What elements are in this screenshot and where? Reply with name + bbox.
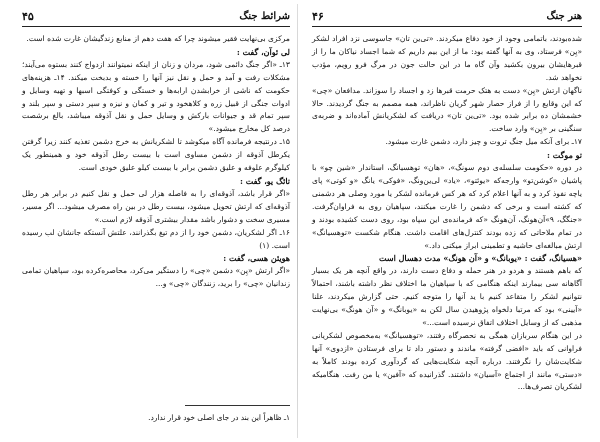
- speaker-heading: لی ئوآن، گفت :: [236, 46, 290, 57]
- paragraph: در این هنگام سربازان همگی به نحصرگاه رفتند، «توهسیانگ» به‌مخصوص لشکریانی فراوانی که باید «افضی گرفته» ماندند و دستور داد تا برای فرستادن «ازدوی» آنها شکایت‌شان را نگرفتند. درباره آنچه شکایت‌هایی که گردآوری کرده بودند کاملاً به «دستی» مانند از اجتماع «آسیان» داشتند. گذرانیده که «آفین» یا من رفت. هنگامیکه لشکریان تصرف‌ها...: [312, 330, 582, 392]
- paragraph: ۱۷ـ برای آنکه میل جنگ تروت و چیز دارد، دشمن غارت میشود.: [385, 137, 582, 147]
- left-page-body: [22, 33, 290, 291]
- right-page-body: [312, 33, 582, 394]
- left-running-head: شرائط جنگ: [239, 11, 290, 22]
- right-page-number: ۴۶: [312, 10, 324, 23]
- footnote-rule: [185, 405, 290, 406]
- paragraph: «اگر قرار باشد، آذوقه‌ای را به فاصله هزار لی حمل و نقل کنیم در برابر هر رطل آذوقه‌ای که ارتش تحویل میشود، بیست رطل در بین راه مصرف میشود... اگر مسیر، مسیری سخت و دشوار باشد مقدار بیشتری آذوقه لازم است.»: [22, 188, 290, 224]
- paragraph: ۱۶ـ اگر لشکریان، دشمن خود را از دم تیغ بگذرانند، علتش آنستکه جانشان لب رسیده است. (۱): [22, 227, 290, 250]
- paragraph: مرکزی بی‌نهایت فقیر میشوند چرا که هفت دهم از منابع زندگیشان غارت شده است.: [26, 34, 290, 43]
- book-gutter: [297, 4, 298, 438]
- paragraph: که باهم هستند و هردو در هنر حمله و دفاع دست دارند، در واقع آنچه هر یک بسیار آگاهانه سی بیمارند اینکه هنگامی که با سپاهیان ما اختلاف نظر داشته باشند، احتمالاً نتوانیم لشکر را متقاعد کنیم با ید آنها را متوجه کنیم. حتی گزارش میکردند، علنا «آیینی» بود که مرتبا دلخواه پژوهیدن سال لکن به «یوبانگ» و «آن هونگ» بی‌نهایت مذهبی که از وسایل اختلاف اتفاق نرسیده است...»: [312, 266, 582, 327]
- paragraph: در دوره «حکومت سلسله‌ی دوم سونگ»، «هان» توهسیانگ، استاندار «شین‌ چو» با پاشیان «کوشن‌تو» وارجه‌که «یوئتو»، «یاد» لی‌ین‌ونگ، «فوکی» یانگ‌ «و کوتی» پای یاچه نفوذ کرد و به آنها اعلام کرد که هر کس فرمانده لشکر یا مورد وصلی هر دشمنی که کشته است و برخی که دشمن را غارت میکنند، سپاهیان روی به فراوان‌گرفت. «جنگگ، ۹»آن‌هونگ، آن‌هونگ «که فرمانده‌ی این سپاه بود، روی دست کشیده بودند و در تمام ملاحاتی که زده بودند کنترل‌های اقامت داشت. هنگام شکست «توهسیانگ» ارتش مبالغه‌ای حاشیه و تطمینی ابراز میکنی داد.»: [312, 163, 582, 250]
- speaker-heading: تائگ یو، گفت :: [239, 175, 290, 186]
- paragraph: ۱۳ـ «اگر جنگ دائمی شود، مردان و زنان از اینکه نمیتوانند ازدواج کنند بستوه می‌آیند؛ مشکلات رفت و آمد و حمل و نقل نیز آنها را خسته و بدبخت میکند. ۱۴ـ هزینه‌های حکومت که ناشی از خرابشدن ارابه‌ها و خستگی و کوفتگی اسبها و تهیه وسایل و ادوات جنگی از قبیل زره و کلاهخود و تیر و کمان و نیزه و سپر دستی و سپر بلند و سپر تمام قد و جیوانات بارکش و وسایل حمل و نقل آذوقه میباشد، بالغ برشصت درصد کل مخارج میشود.»: [22, 59, 291, 134]
- right-running-head: هنر جنگ: [546, 11, 582, 22]
- left-page-number: ۴۵: [22, 10, 34, 23]
- footnote: ۱ـ ظاهراً این بند در جای اصلی خود قرار ندارد.: [148, 413, 290, 422]
- speaker-heading: «هسیانگ، گفت : «یوبانگ» و «آن هونگ» مدت دهسال است: [379, 253, 582, 264]
- left-page: [22, 8, 290, 436]
- speaker-heading: تو موگت :: [547, 150, 582, 161]
- paragraph: «اگر ارتش «یِن» دشمن «چی» را دستگیر می‌کرد، محاصره‌کرده بود، سپاهیان تمامی زندانیان «چی» را برید، زنندگان «چی» و...: [22, 266, 290, 289]
- paragraph: ناگهان ارتش «یِن» دست به هتک حرمت قبرها زد و اجساد را سوزاند. مدافعان «چی» که این وقایع را از فراز حصار شهر گریان ناظراند، همه مصمم به جنگ گردیدند. حالا خشمشان ده برابر شده بود. «تی‌ین تان» دریافت که لشکریانش آماده‌اند و ضربه‌ی سنگینی بر «یِن» وارد ساخت.: [312, 85, 582, 134]
- paragraph: ۱۵ـ درنتیجه فرمانده آگاه میکوشد تا لشکریانش به خرج دشمن تغذیه کنند زیرا گرفتن یکرطل آذوقه از دشمن مساوی است با بیست رطل آذوقه خود و همینطور یک کیلوگرم علوفه و علیق دشمن برابر با بیست کیلو علیق خودی است.: [22, 137, 290, 173]
- paragraph: شده‌بودند، باتمامی وجود از خود دفاع میکردند. «تی‌ین تان» جاسوسی نزد افراد لشکر «یِن» فرستاد، وی به آنها گفته بود: ما از این بیم داریم که شما اجساد نیاکان ما را از قبرهایشان بیرون بکشید وآن گاه ما در این حالت جون در مرگ فرو رویم، مؤدب نخواهد شد.: [312, 34, 582, 82]
- left-page-header: [22, 8, 290, 27]
- right-page: [312, 8, 582, 436]
- right-page-header: [312, 8, 582, 27]
- speaker-heading: هویئن هسی، گفت :: [223, 253, 290, 264]
